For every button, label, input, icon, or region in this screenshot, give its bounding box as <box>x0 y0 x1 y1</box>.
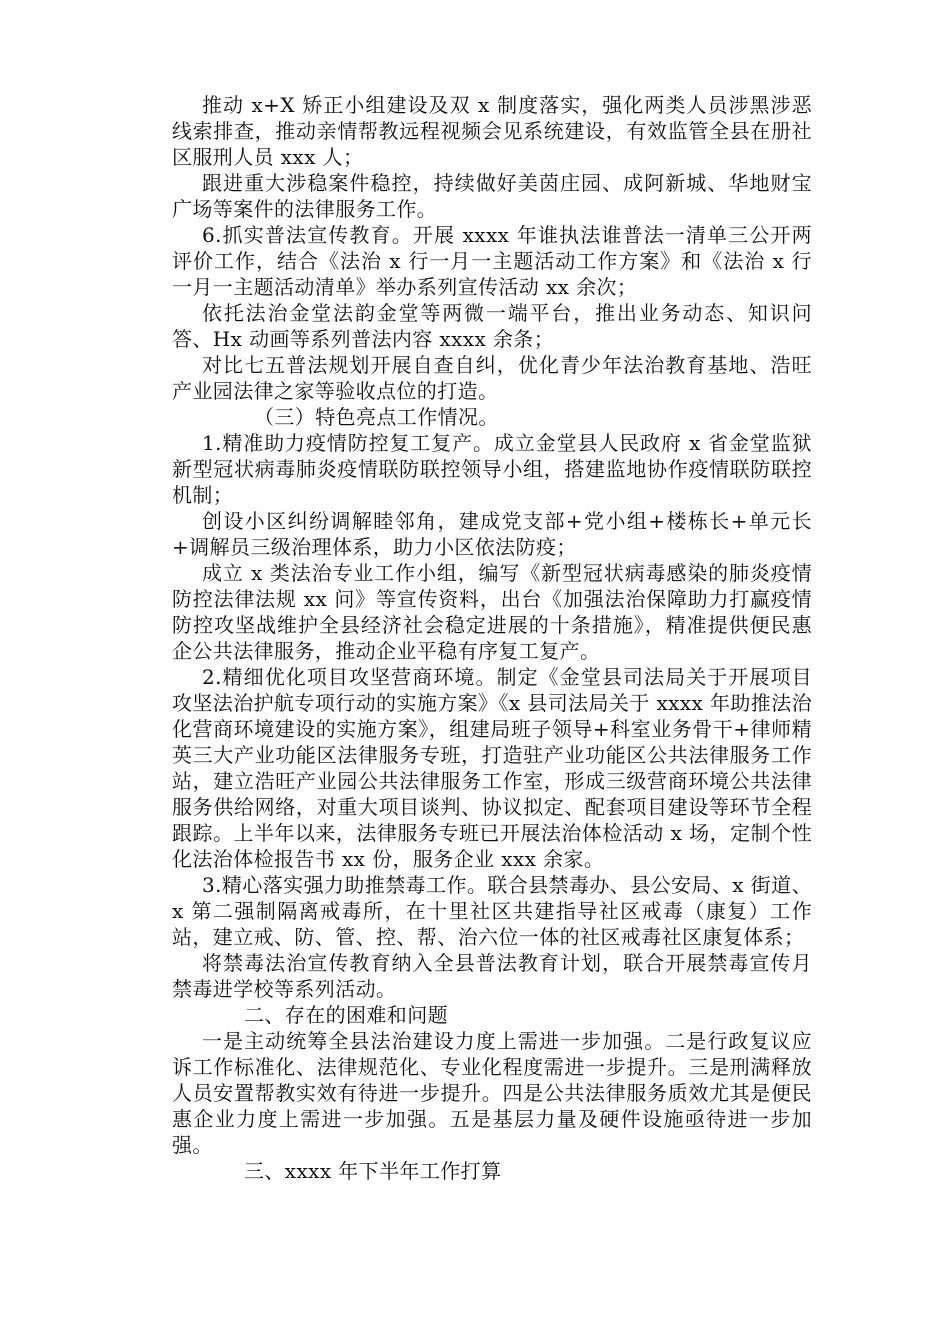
paragraph-legal-education: 6.抓实普法宣传教育。开展 xxxx 年谁执法谁普法一清单三公开两评价工作，结合《法治 x 行一月一主题活动工作方案》和《法治 x 行一月一主题活动清单》举办系列宣传活动 xx 余次； <box>172 223 812 299</box>
paragraph-community-mediation: 创设小区纠纷调解睦邻角，建成党支部+党小组+楼栋长+单元长+调解员三级治理体系，助力小区依法防疫； <box>172 509 812 559</box>
section-heading-plans: 三、xxxx 年下半年工作打算 <box>244 1159 502 1183</box>
document-body <box>172 92 812 1184</box>
paragraph-anti-drug: 3.精心落实强力助推禁毒工作。联合县禁毒办、县公安局、x 街道、x 第二强制隔离戒毒所，在十里社区共建指导社区戒毒（康复）工作站，建立戒、防、管、控、帮、治六位一体的社区戒毒社区康复体系； <box>172 873 812 949</box>
paragraph-stability-cases: 跟进重大涉稳案件稳控，持续做好美茵庄园、成阿新城、华地财宝广场等案件的法律服务工作。 <box>172 171 812 221</box>
section-heading-highlights: （三）特色亮点工作情况。 <box>254 405 499 429</box>
paragraph-media-platform: 依托法治金堂法韵金堂等两微一端平台，推出业务动态、知识问答、Hx 动画等系列普法内容 xxxx 余条； <box>172 301 812 351</box>
paragraph-epidemic-control: 1.精准助力疫情防控复工复产。成立金堂县人民政府 x 省金堂监狱新型冠状病毒肺炎疫情联防联控领导小组，搭建监地协作疫情联防联控机制； <box>172 431 812 507</box>
paragraph-legal-task-group: 成立 x 类法治专业工作小组，编写《新型冠状病毒感染的肺炎疫情防控法律法规 xx 问》等宣传资料，出台《加强法治保障助力打赢疫情防控攻坚战维护全县经济社会稳定进展的十条措施》，精准提供便民惠企公共法律服务，推动企业平稳有序复工复产。 <box>172 561 812 663</box>
paragraph-correction-group: 推动 x+X 矫正小组建设及双 x 制度落实，强化两类人员涉黑涉恶线索排查，推动亲情帮教远程视频会见系统建设，有效监管全县在册社区服刑人员 xxx 人； <box>172 93 812 169</box>
section-heading-problems: 二、存在的困难和问题 <box>244 1003 448 1027</box>
paragraph-anti-drug-publicity: 将禁毒法治宣传教育纳入全县普法教育计划，联合开展禁毒宣传月禁毒进学校等系列活动。 <box>172 951 812 1001</box>
paragraph-problems: 一是主动统筹全县法治建设力度上需进一步加强。二是行政复议应诉工作标准化、法律规范化、专业化程度需进一步提升。三是刑满释放人员安置帮教实效有待进一步提升。四是公共法律服务质效尤其是便民惠企业力度上需进一步加强。五是基层力量及硬件设施亟待进一步加强。 <box>172 1029 812 1157</box>
paragraph-self-inspection: 对比七五普法规划开展自查自纠，优化青少年法治教育基地、浩旺产业园法律之家等验收点位的打造。 <box>172 353 812 403</box>
paragraph-business-environment: 2.精细优化项目攻坚营商环境。制定《金堂县司法局关于开展项目攻坚法治护航专项行动的实施方案》《x 县司法局关于 xxxx 年助推法治化营商环境建设的实施方案》，组建局班子领导+科室业务骨干+律师精英三大产业功能区法律服务专班，打造驻产业功能区公共法律服务工作站，建立浩旺产业园公共法律服务工作室，形成三级营商环境公共法律服务供给网络，对重大项目谈判、协议拟定、配套项目建设等环节全程跟踪。上半年以来，法律服务专班已开展法治体检活动 x 场，定制个性化法治体检报告书 xx 份，服务企业 xxx 余家。 <box>172 665 812 871</box>
